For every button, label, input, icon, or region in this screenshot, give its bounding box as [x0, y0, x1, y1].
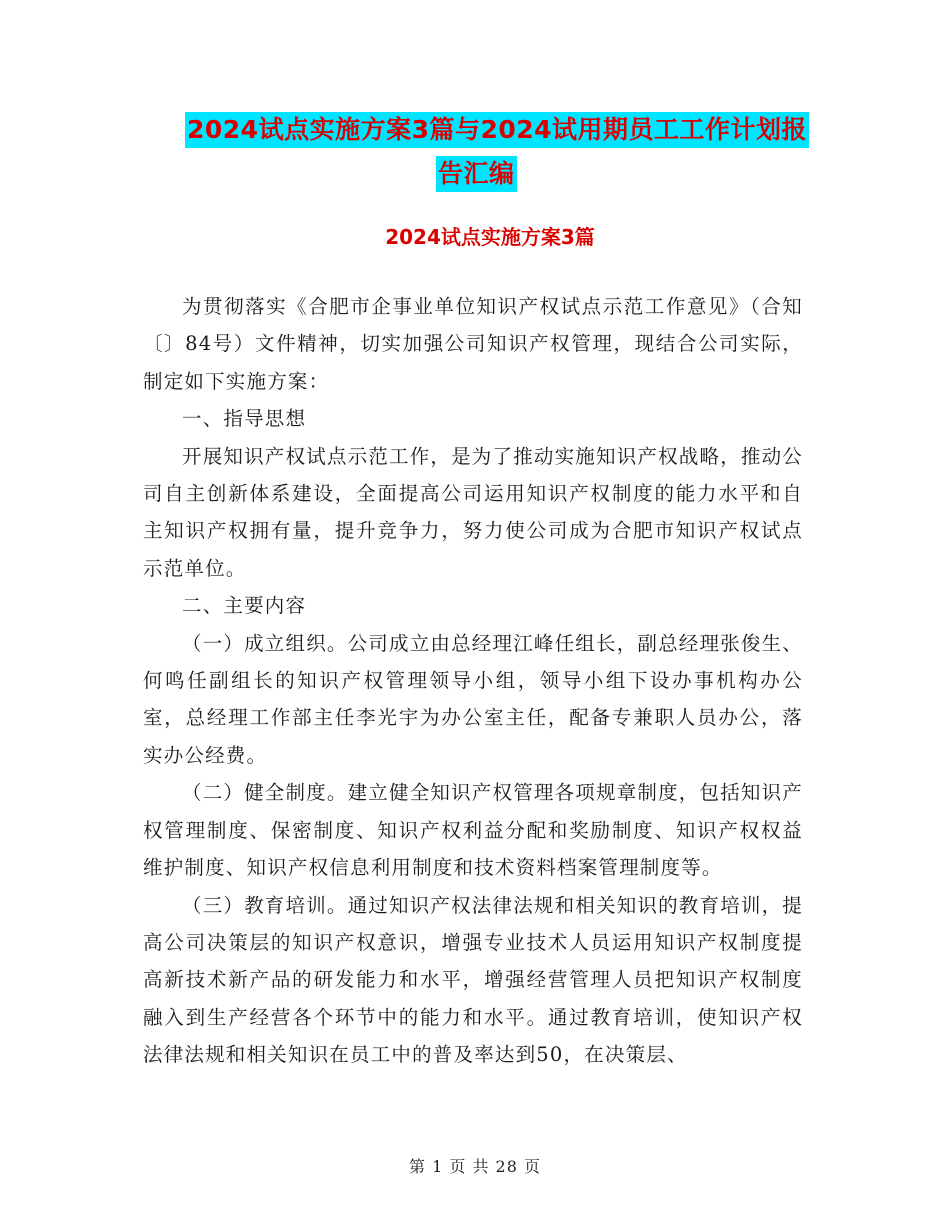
paragraph: 二、主要内容	[182, 594, 307, 618]
paragraph: （一）成立组织。公司成立由总经理江峰任组长，副总经理张俊生、何鸣任副组长的知识产权管理领导小组，领导小组下设办事机构办公室，总经理工作部主任李光宇为办公室主任，配备专兼职人员办公，落实办公经费。	[143, 631, 804, 767]
body-text	[143, 288, 803, 1074]
title-line-2: 告汇编	[436, 156, 517, 192]
paragraph: （二）健全制度。建立健全知识产权管理各项规章制度，包括知识产权管理制度、保密制度、知识产权利益分配和奖励制度、知识产权权益维护制度、知识产权信息利用制度和技术资料档案管理制度等。	[143, 781, 804, 880]
paragraph: 为贯彻落实《合肥市企事业单位知识产权试点示范工作意见》（合知〔〕84号）文件精神，切实加强公司知识产权管理，现结合公司实际，制定如下实施方案：	[143, 295, 803, 393]
title-line-1: 2024试点实施方案3篇与2024试用期员工工作计划报	[185, 112, 809, 148]
paragraph: 一、指导思想	[182, 407, 307, 431]
paragraph: （三）教育培训。通过知识产权法律法规和相关知识的教育培训，提高公司决策层的知识产权意识，增强专业技术人员运用知识产权制度提高新技术新产品的研发能力和水平，增强经营管理人员把知识产权制度融入到生产经营各个环节中的能力和水平。通过教育培训，使知识产权法律法规和相关知识在员工中的普及率达到50，在决策层、	[143, 893, 804, 1067]
page-footer: 第 1 页 共 28 页	[409, 1157, 541, 1176]
section-subtitle: 2024试点实施方案3篇	[385, 225, 595, 249]
paragraph: 开展知识产权试点示范工作，是为了推动实施知识产权战略，推动公司自主创新体系建设，全面提高公司运用知识产权制度的能力水平和自主知识产权拥有量，提升竞争力，努力使公司成为合肥市知识产权试点示范单位。	[143, 444, 804, 580]
